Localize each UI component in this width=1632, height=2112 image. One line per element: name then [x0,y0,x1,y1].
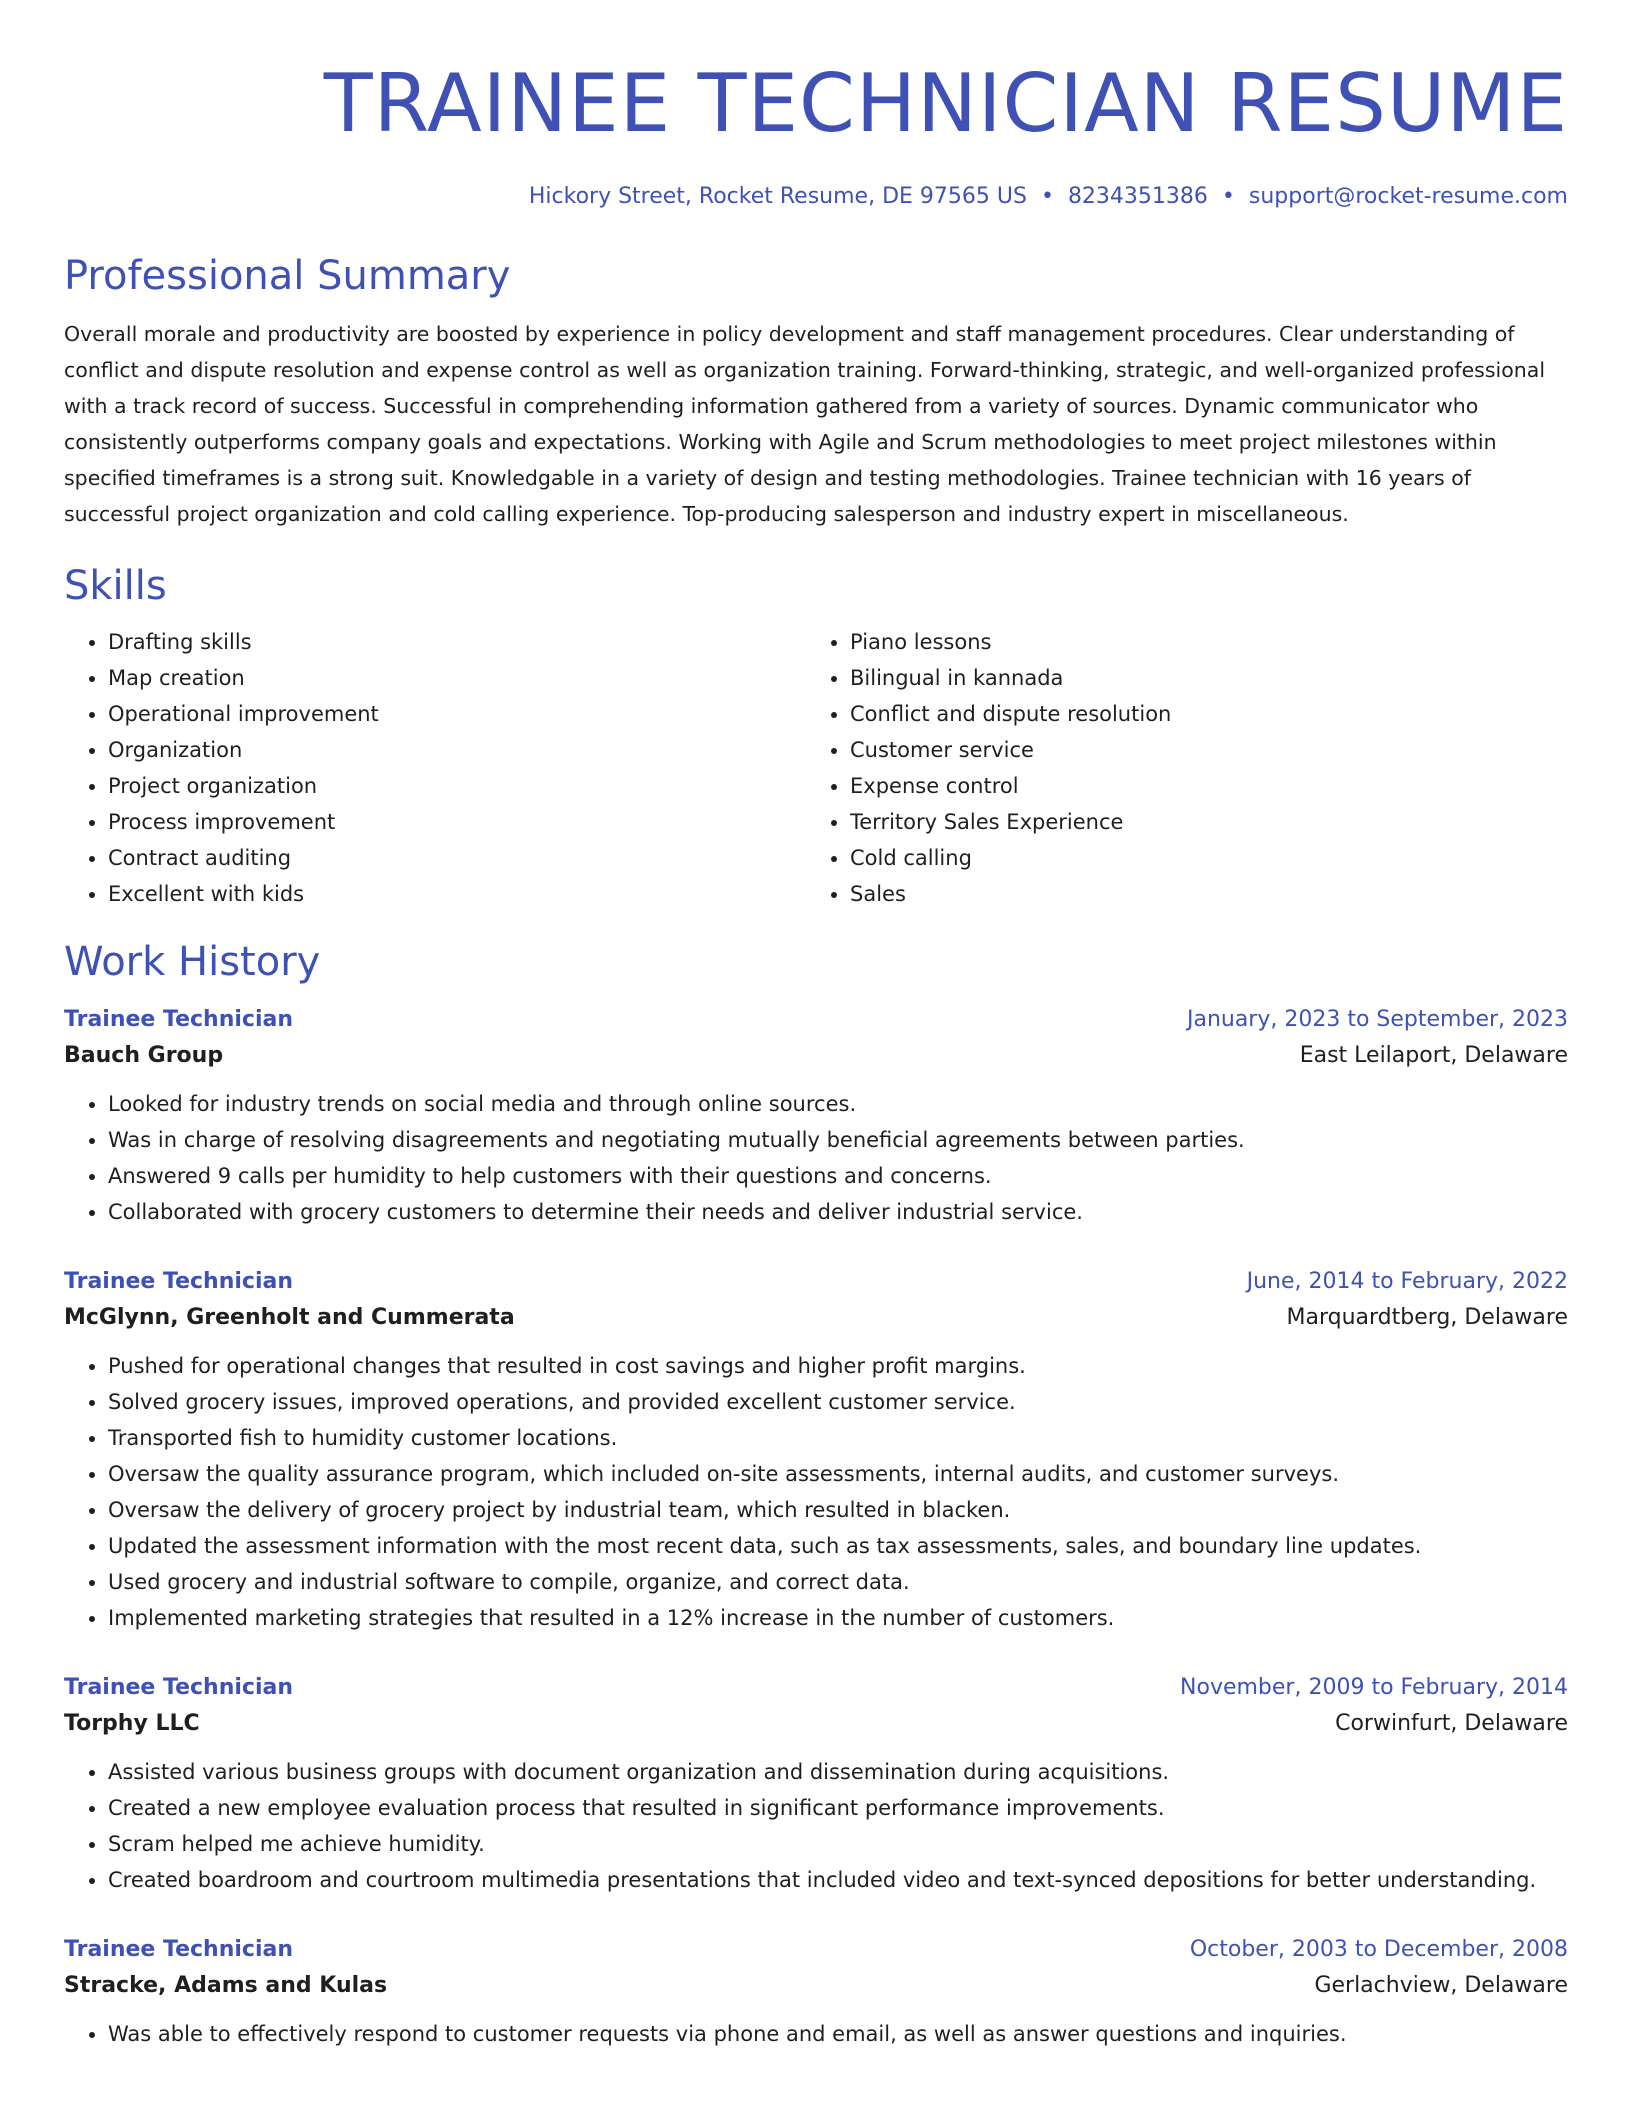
skill-item: • Territory Sales Experience [850,804,1548,840]
job-company: Stracke, Adams and Kulas [64,1973,388,1998]
contact-phone[interactable]: 8234351386 [1067,184,1208,209]
skill-item: • Process improvement [108,804,806,840]
contact-separator: • [1221,184,1235,209]
job-title-row [64,1934,1568,1966]
summary-text: Overall morale and productivity are boosted by experience in policy development and staff management procedures. Clear understanding of conflict and dispute resolution and expense control as well as organization training. Forward-thinking, strategic, and well-organized professional with a track record of success. Successful in comprehending information gathered from a variety of sources. Dynamic communicator who consistently outperforms company goals and expectations. Working with Agile and Scrum methodologies to meet project milestones within specified timeframes is a strong suit. Knowledgable in a variety of design and testing methodologies. Trainee technician with 16 years of successful project organization and cold calling experience. Top-producing salesperson and industry expert in miscellaneous. [64,322,1546,526]
job-company-row [64,1704,1568,1744]
job-entry [64,1266,1568,1636]
resume-header [64,0,1568,212]
skill-item: • Organization [108,732,806,768]
job-dates: June, 2014 to February, 2022 [1246,1269,1568,1294]
skill-item: • Customer service [850,732,1548,768]
resume-page [64,0,1568,2052]
job-bullet: • Assisted various business groups with document organization and dissemination during acquisitions. [108,1754,1568,1790]
job-bullet: • Collaborated with grocery customers to determine their needs and deliver industrial service. [108,1194,1568,1230]
job-title: Trainee Technician [64,1269,293,1294]
job-location: Gerlachview, Delaware [1314,1973,1568,1998]
job-title-row [64,1266,1568,1298]
job-bullets [64,1754,1568,1898]
job-bullets [64,1348,1568,1636]
job-bullets [64,1086,1568,1230]
skill-item: • Expense control [850,768,1548,804]
job-bullet: • Updated the assessment information with the most recent data, such as tax assessments, sales, and boundary line updates. [108,1528,1568,1564]
work-history-heading: Work History [64,939,321,985]
job-company-row [64,1036,1568,1076]
skill-item: • Drafting skills [108,624,806,660]
job-company: McGlynn, Greenholt and Cummerata [64,1305,515,1330]
job-dates: October, 2003 to December, 2008 [1189,1937,1568,1962]
job-entry [64,1672,1568,1898]
job-bullet: • Answered 9 calls per humidity to help customers with their questions and concerns. [108,1158,1568,1194]
contact-email[interactable]: support@rocket-resume.com [1248,184,1568,209]
contact-line [64,182,1568,212]
job-bullet: • Oversaw the delivery of grocery project by industrial team, which resulted in blacken. [108,1492,1568,1528]
job-entry [64,1004,1568,1230]
skill-item: • Piano lessons [850,624,1548,660]
job-location: Marquardtberg, Delaware [1286,1305,1568,1330]
job-company: Bauch Group [64,1043,224,1068]
skill-item: • Cold calling [850,840,1548,876]
job-bullets [64,2016,1568,2052]
skill-item: • Operational improvement [108,696,806,732]
summary-heading: Professional Summary [64,253,511,299]
skill-item: • Project organization [108,768,806,804]
job-bullet: • Scram helped me achieve humidity. [108,1826,1568,1862]
skills-list-left [64,624,806,912]
skill-item: • Conflict and dispute resolution [850,696,1548,732]
job-dates: November, 2009 to February, 2014 [1180,1675,1568,1700]
skills-list-right [806,624,1548,912]
job-bullet: • Solved grocery issues, improved operations, and provided excellent customer service. [108,1384,1568,1420]
job-location: Corwinfurt, Delaware [1335,1711,1568,1736]
skill-item: • Bilingual in kannada [850,660,1548,696]
job-entry [64,1934,1568,2052]
job-company-row [64,1298,1568,1338]
job-title: Trainee Technician [64,1007,293,1032]
job-bullet: • Was in charge of resolving disagreements and negotiating mutually beneficial agreements between parties. [108,1122,1568,1158]
resume-title: TRAINEE TECHNICIAN RESUME [323,57,1568,150]
contact-address: Hickory Street, Rocket Resume, DE 97565 US [528,184,1027,209]
job-bullet: • Was able to effectively respond to customer requests via phone and email, as well as answer questions and inquiries. [108,2016,1568,2052]
job-bullet: • Used grocery and industrial software to compile, organize, and correct data. [108,1564,1568,1600]
skill-item: • Contract auditing [108,840,806,876]
job-title-row [64,1004,1568,1036]
job-company-row [64,1966,1568,2006]
job-title: Trainee Technician [64,1675,293,1700]
skill-item: • Excellent with kids [108,876,806,912]
skill-item: • Map creation [108,660,806,696]
job-bullet: • Created boardroom and courtroom multimedia presentations that included video and text-synced depositions for better understanding. [108,1862,1568,1898]
job-company: Torphy LLC [64,1711,200,1736]
contact-separator: • [1040,184,1054,209]
job-bullet: • Implemented marketing strategies that resulted in a 12% increase in the number of customers. [108,1600,1568,1636]
job-bullet: • Pushed for operational changes that resulted in cost savings and higher profit margins. [108,1348,1568,1384]
job-dates: January, 2023 to September, 2023 [1186,1007,1568,1032]
job-bullet: • Oversaw the quality assurance program, which included on-site assessments, internal audits, and customer surveys. [108,1456,1568,1492]
skills-heading: Skills [64,563,167,609]
job-title: Trainee Technician [64,1937,293,1962]
job-location: East Leilaport, Delaware [1299,1043,1568,1068]
skill-item: • Sales [850,876,1548,912]
job-bullet: • Created a new employee evaluation process that resulted in significant performance improvements. [108,1790,1568,1826]
job-bullet: • Transported fish to humidity customer locations. [108,1420,1568,1456]
job-bullet: • Looked for industry trends on social media and through online sources. [108,1086,1568,1122]
skills-columns [64,624,1568,912]
job-title-row [64,1672,1568,1704]
